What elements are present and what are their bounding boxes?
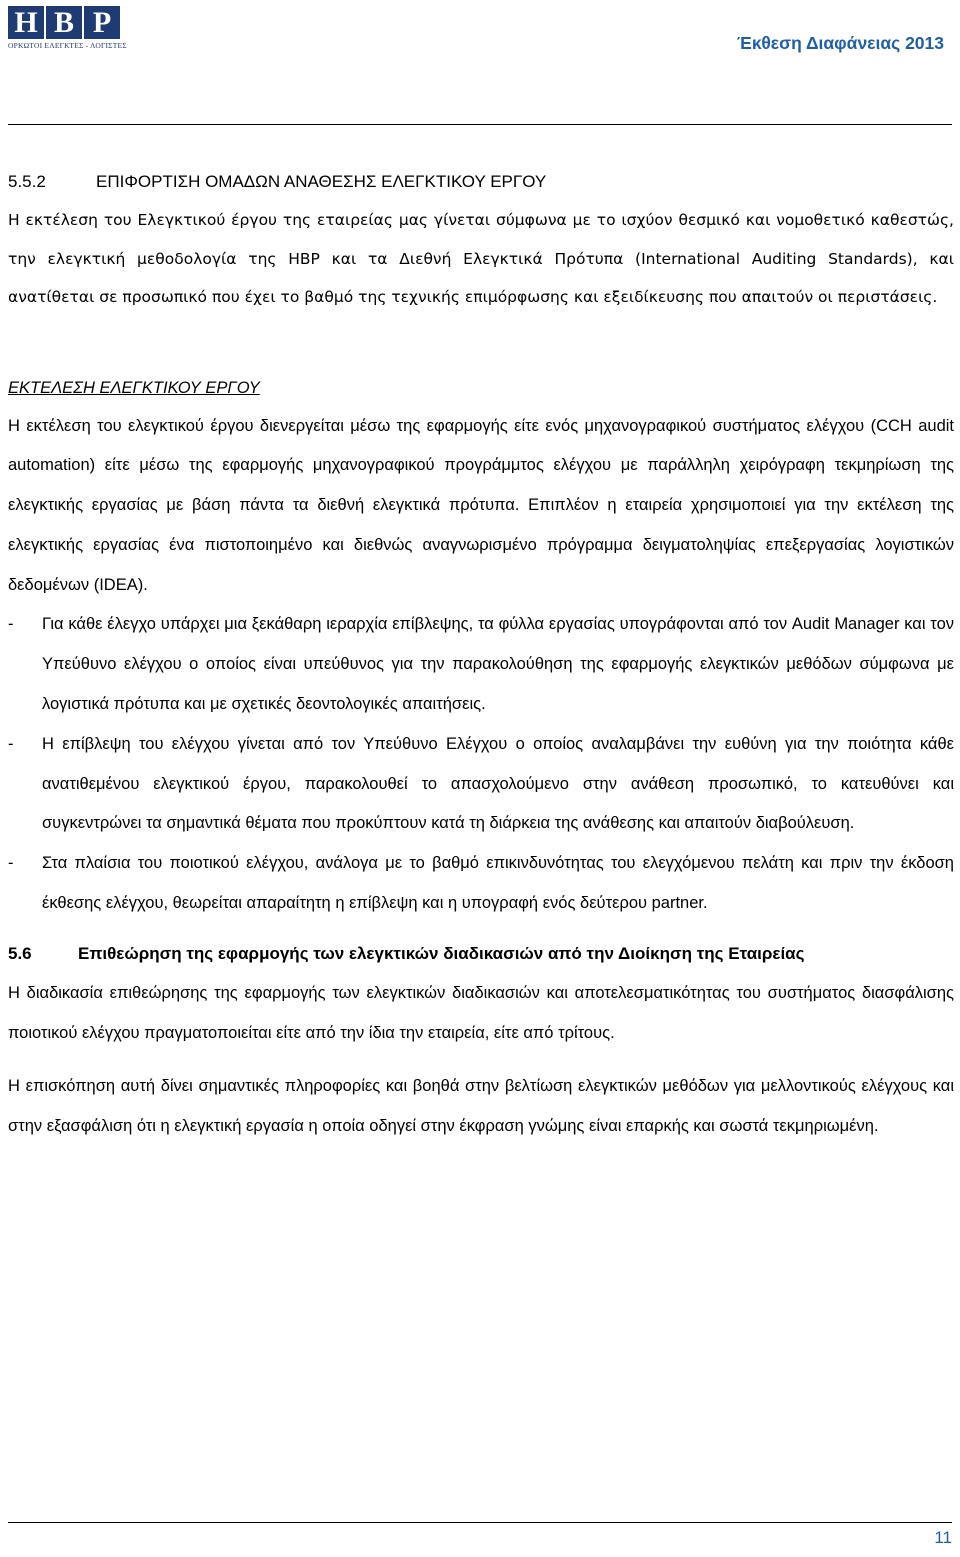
bullet-item (8, 725, 954, 844)
report-title: Έκθεση Διαφάνειας 2013 (736, 33, 944, 53)
bullet-marker: - (8, 734, 14, 753)
bullet-text: Στα πλαίσια του ποιοτικού ελέγχου, ανάλογα με το βαθμό επικινδυνότητας του ελεγχόμενου πελάτη και πριν την έκδοση έκθεσης ελέγχου, θεωρείται απαραίτητη η επίβλεψη και η υπογραφή ενός δεύτερου partner. (42, 854, 954, 913)
section-number: 5.6 (8, 943, 32, 963)
section-56-paragraph-2: Η επισκόπηση αυτή δίνει σημαντικές πληροφορίες και βοηθά στην βελτίωση ελεγκτικών μεθόδων για μελλοντικούς ελέγχους και στην εξασφάλιση ότι η ελεγκτική εργασία η οποία οδηγεί στην έκφραση γνώμης είναι επαρκής και σωστά τεκμηριωμένη. (8, 1077, 954, 1136)
bullet-item (8, 844, 954, 924)
header-divider (8, 124, 952, 125)
logo-letter: B (46, 6, 82, 39)
bullet-item (8, 605, 954, 724)
bullet-marker: - (8, 854, 14, 873)
execution-paragraph: Η εκτέλεση του ελεγκτικού έργου διενεργείται μέσω της εφαρμογής είτε ενός μηχανογραφικού συστήματος ελέγχου (CCH audit automation) είτε μέσω της εφαρμογής μηχανογραφικού προγράμμτος ελέγχου με παράλληλη χειρόγραφη τεκμηρίωση της ελεγκτικής εργασίας με βάση πάντα τα διεθνή ελεγκτικά πρότυπα. Επιπλέον η εταιρεία χρησιμοποιεί για την εκτέλεση της ελεγκτικής εργασίας ένα πιστοποιημένο και διεθνώς αναγνωρισμένο πρόγραμμα δειγματοληψίας επεξεργασίας λογιστικών δεδομένων (IDEA). (8, 416, 954, 594)
logo-letter: H (8, 6, 44, 39)
section-552-paragraph: Η εκτέλεση του Ελεγκτικού έργου της εταιρείας μας γίνεται σύμφωνα με το ισχύον θεσμικό και νομοθετικό καθεστώς, την ελεγκτική μεθοδολογία της HBP και τα Διεθνή Ελεγκτικά Πρότυπα (International Auditing Standards), και ανατίθεται σε προσωπικό που έχει το βαθμό της τεχνικής επιμόρφωσης και εξειδίκευσης που απαιτούν οι περιστάσεις. (8, 211, 954, 306)
footer-divider (8, 1522, 952, 1523)
hbp-logo (8, 6, 127, 52)
section-number: 5.5.2 (8, 172, 46, 191)
section-56-paragraph-1: Η διαδικασία επιθεώρησης της εφαρμογής των ελεγκτικών διαδικασιών και αποτελεσματικότητας του συστήματος διασφάλισης ποιοτικού ελέγχου πραγματοποιείται είτε από την ίδια την εταιρεία, είτε από τρίτους. (8, 983, 954, 1042)
section-552-heading (8, 171, 954, 193)
section-title: Επιθεώρηση της εφαρμογής των ελεγκτικών διαδικασιών από την Διοίκηση της Εταιρείας (78, 943, 805, 963)
page-content (8, 171, 954, 1147)
section-56-heading (8, 940, 954, 968)
page-number: 11 (934, 1528, 952, 1547)
bullet-text: Για κάθε έλεγχο υπάρχει μια ξεκάθαρη ιεραρχία επίβλεψης, τα φύλλα εργασίας υπογράφονται από τον Audit Manager και τον Υπεύθυνο ελέγχου ο οποίος είναι υπεύθυνος για την παρακολούθηση της εφαρμογής ελεγκτικών μεθόδων σύμφωνα με λογιστικά πρότυπα και με σχετικές δεοντολογικές απαιτήσεις. (42, 615, 954, 714)
logo-tagline: ΟΡΚΩΤΟΙ ΕΛΕΓΚΤΕΣ - ΛΟΓΙΣΤΕΣ (8, 41, 127, 50)
section-title: ΕΠΙΦΟΡΤΙΣΗ ΟΜΑΔΩΝ ΑΝΑΘΕΣΗΣ ΕΛΕΓΚΤΙΚΟΥ ΕΡΓΟΥ (96, 172, 547, 191)
execution-heading: ΕΚΤΕΛΕΣΗ ΕΛΕΓΚΤΙΚΟΥ ΕΡΓΟΥ (8, 378, 260, 397)
bullet-text: Η επίβλεψη του ελέγχου γίνεται από τον Υπεύθυνο Ελέγχου ο οποίος αναλαμβάνει την ευθύνη για την ποιότητα κάθε ανατιθεμένου ελεγκτικού έργου, παρακολουθεί το απασχολούμενο στην ανάθεση προσωπικό, το κατευθύνει και συγκεντρώνει τα σημαντικά θέματα που προκύπτουν κατά τη διάρκεια της ανάθεσης και απαιτούν διαβούλευση. (42, 734, 954, 833)
logo-letter: P (84, 6, 120, 39)
bullet-marker: - (8, 615, 14, 634)
